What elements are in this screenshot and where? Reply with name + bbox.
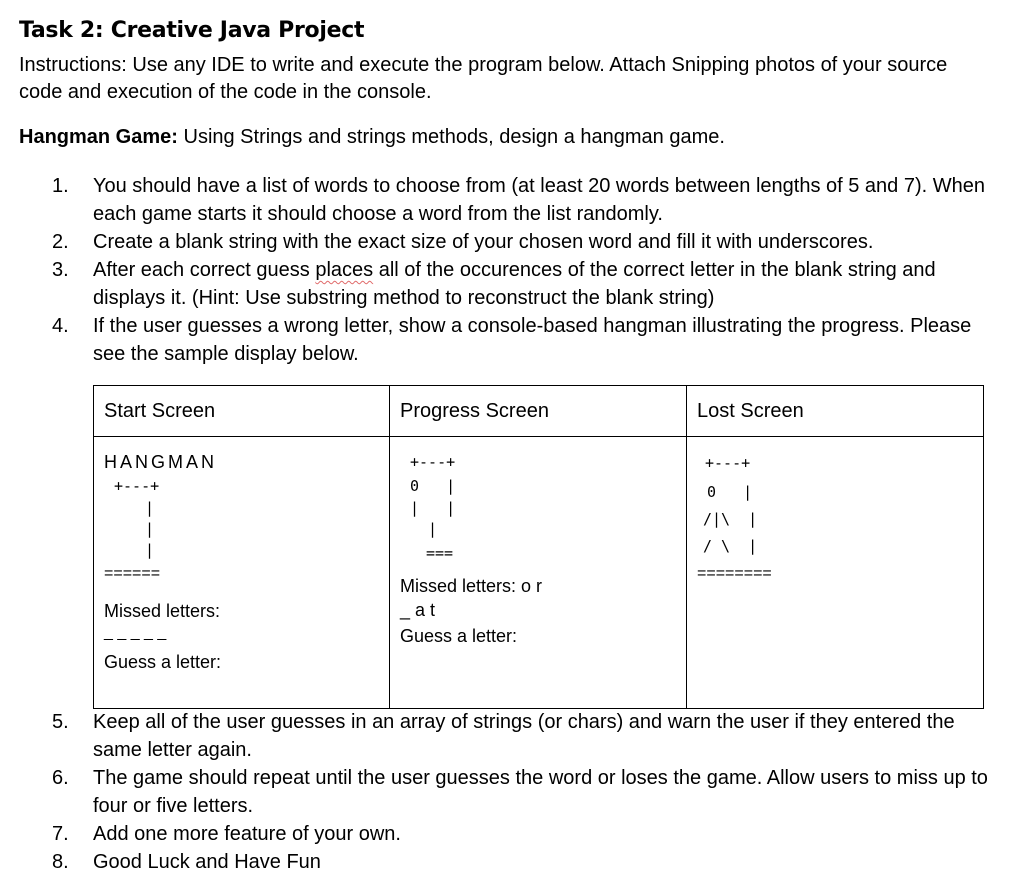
list-item bbox=[52, 764, 992, 820]
list-text: The game should repeat until the user guesses the word or loses the game. Allow users to miss up to four or five letters. bbox=[93, 767, 988, 817]
missed-letters-label: Missed letters: bbox=[104, 601, 221, 621]
gallows-top: +---+ bbox=[114, 477, 160, 495]
list-text: Good Luck and Have Fun bbox=[93, 851, 321, 873]
instructions-paragraph: Instructions: Use any IDE to write and execute the program below. Attach Snipping photos of your source code and execution of the code in the console. bbox=[19, 54, 948, 103]
list-item bbox=[52, 256, 992, 312]
spellcheck-word: places bbox=[315, 259, 374, 281]
list-item bbox=[52, 708, 992, 764]
missed-letters-label: Missed letters: o r bbox=[400, 576, 543, 596]
gallows-top: +---+ bbox=[410, 453, 456, 471]
list-number: 8. bbox=[52, 851, 69, 873]
guess-prompt: Guess a letter: bbox=[400, 626, 518, 646]
list-number: 3. bbox=[52, 259, 69, 281]
gallows-base: ====== bbox=[104, 565, 161, 582]
gallows-row: 0 | bbox=[707, 483, 753, 501]
list-item bbox=[52, 172, 992, 228]
list-item bbox=[52, 820, 992, 848]
list-number: 7. bbox=[52, 823, 69, 845]
gallows-post: | bbox=[145, 520, 155, 538]
steps-list-part1 bbox=[52, 172, 992, 368]
list-text: After each correct guess bbox=[93, 259, 316, 281]
lost-screen-cell bbox=[687, 437, 984, 709]
word-progress: _ a t bbox=[400, 600, 436, 620]
list-item bbox=[52, 312, 992, 368]
gallows-base: ======== bbox=[697, 565, 772, 582]
gallows-top: +---+ bbox=[705, 454, 751, 472]
gallows-row: 0 | bbox=[410, 477, 456, 495]
gallows-row: / \ | bbox=[703, 537, 758, 555]
list-text: Keep all of the user guesses in an array of strings (or chars) and warn the user if they entered the same letter again. bbox=[93, 711, 955, 761]
progress-screen-cell bbox=[390, 437, 687, 709]
list-text: You should have a list of words to choose from (at least 20 words between lengths of 5 and 7). When each game starts it should choose a word from the list randomly. bbox=[93, 175, 986, 225]
hangman-intro-text: Using Strings and strings methods, design a hangman game. bbox=[177, 126, 725, 148]
gallows-post: | bbox=[145, 541, 155, 559]
list-text: all of the occurences of the correct letter in the blank string and displays it. (Hint: Use substring method to reconstruct the blank string) bbox=[93, 259, 936, 309]
column-header-start: Start Screen bbox=[94, 386, 390, 437]
list-text: If the user guesses a wrong letter, show a console-based hangman illustrating the progress. Please see the sample display below. bbox=[93, 315, 972, 365]
list-number: 4. bbox=[52, 315, 69, 337]
column-header-progress: Progress Screen bbox=[390, 386, 687, 437]
list-text: Add one more feature of your own. bbox=[93, 823, 401, 845]
list-text: Create a blank string with the exact size of your chosen word and fill it with underscores. bbox=[93, 231, 874, 253]
steps-list-part2 bbox=[52, 708, 992, 876]
gallows-base: === bbox=[426, 544, 454, 562]
list-number: 2. bbox=[52, 231, 69, 253]
task-title: Task 2: Creative Java Project bbox=[19, 18, 365, 43]
start-screen-cell bbox=[94, 437, 390, 709]
gallows-row: | | bbox=[410, 499, 456, 517]
list-item bbox=[52, 848, 992, 876]
guess-prompt: Guess a letter: bbox=[104, 652, 222, 672]
hangman-heading: HANGMAN bbox=[104, 452, 218, 472]
list-number: 6. bbox=[52, 767, 69, 789]
list-number: 5. bbox=[52, 711, 69, 733]
column-header-lost: Lost Screen bbox=[687, 386, 984, 437]
hangman-intro bbox=[19, 126, 725, 149]
list-number: 1. bbox=[52, 175, 69, 197]
gallows-row: | bbox=[428, 520, 438, 538]
list-item bbox=[52, 228, 992, 256]
sample-display-table bbox=[93, 385, 984, 709]
hangman-intro-label: Hangman Game: bbox=[19, 126, 178, 148]
gallows-post: | bbox=[145, 499, 155, 517]
word-blanks: _ _ _ _ _ bbox=[104, 624, 167, 641]
gallows-row: /|\ | bbox=[703, 510, 758, 528]
